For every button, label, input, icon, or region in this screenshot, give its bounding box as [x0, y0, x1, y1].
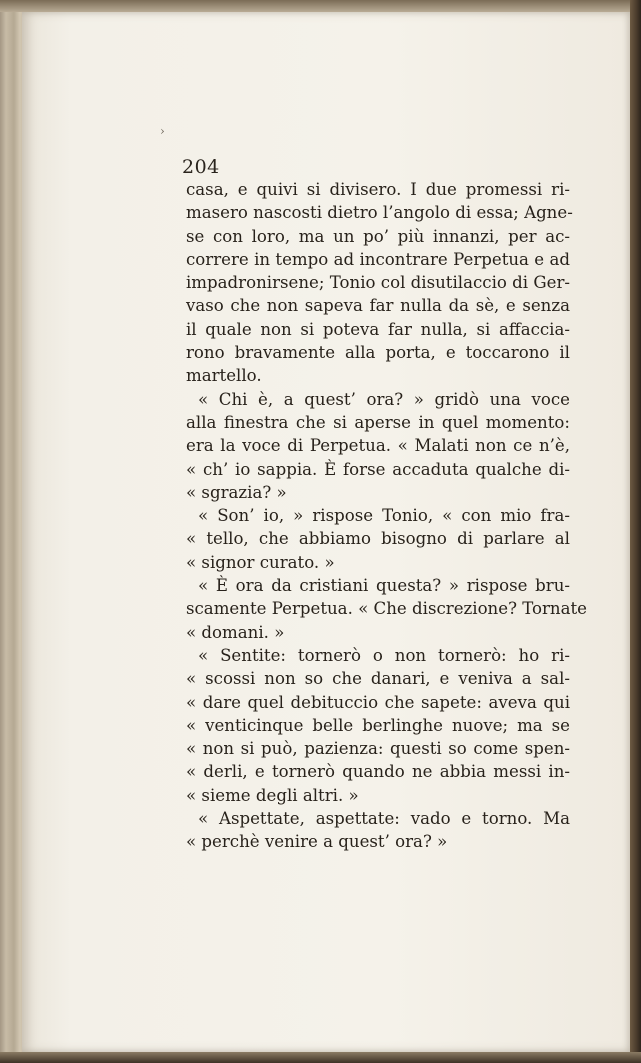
text-line: scamente Perpetua. « Che discrezione? Tornate: [186, 599, 588, 619]
text-line: « signor curato. »: [186, 552, 335, 572]
text-line: casa, e quivi si divisero. I due promessi ri-: [186, 180, 570, 199]
text-line: « sgrazia? »: [186, 482, 287, 502]
text-line: « ch’ io sappia. È forse accaduta qualche di-: [186, 459, 570, 479]
text-line: « perchè venire a quest’ ora? »: [186, 832, 448, 852]
book-bottom-edge: [0, 1052, 641, 1063]
text-line: « venticinque belle berlinghe nuove; ma se: [186, 715, 570, 735]
print-speck: ›: [160, 124, 165, 138]
text-line: « È ora da cristiani questa? » rispose bru-: [198, 576, 570, 596]
text-line: « scossi non so che danari, e veniva a sal-: [186, 669, 570, 689]
book-top-edge: [0, 0, 641, 12]
text-line: « Chi è, a quest’ ora? » gridò una voce: [198, 389, 570, 409]
page-number: 204: [182, 156, 220, 178]
text-line: « dare quel debituccio che sapete: aveva qui: [186, 692, 570, 712]
text-line: « derli, e tornerò quando ne abbia messi in-: [186, 762, 570, 782]
text-line: rono bravamente alla porta, e toccarono il: [186, 343, 570, 363]
text-line: « Aspettate, aspettate: vado e torno. Ma: [198, 809, 570, 829]
text-line: « Sentite: tornerò o non tornerò: ho ri-: [198, 645, 570, 665]
text-line: « tello, che abbiamo bisogno di parlare al: [186, 529, 570, 549]
text-line: era la voce di Perpetua. « Malati non ce n’è,: [186, 436, 570, 456]
text-line: impadronirsene; Tonio col disutilaccio di Ger-: [186, 273, 570, 293]
text-line: martello.: [186, 366, 262, 386]
body-text: [186, 178, 588, 854]
text-line: « Son’ io, » rispose Tonio, « con mio fra-: [198, 506, 570, 526]
text-line: il quale non si poteva far nulla, si affaccia-: [186, 319, 570, 339]
text-line: vaso che non sapeva far nulla da sè, e senza: [186, 296, 570, 316]
text-line: « non si può, pazienza: questi so come spen-: [186, 739, 570, 759]
text-line: se con loro, ma un po’ più innanzi, per ac-: [186, 226, 570, 246]
text-line: masero nascosti dietro l’angolo di essa; Agne-: [186, 203, 573, 223]
text-line: « sieme degli altri. »: [186, 785, 359, 805]
book-fore-edge: [630, 0, 641, 1063]
text-line: correre in tempo ad incontrare Perpetua e ad: [186, 249, 570, 269]
text-line: alla finestra che si aperse in quel momento:: [186, 412, 570, 432]
text-line: « domani. »: [186, 622, 285, 642]
